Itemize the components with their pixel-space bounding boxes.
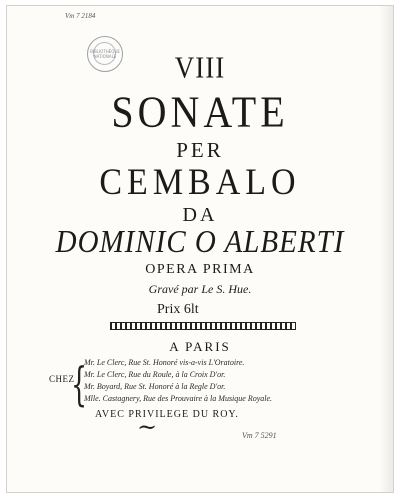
title-page — [6, 5, 394, 493]
opus-label: OPERA PRIMA — [145, 262, 255, 277]
ornamental-rule — [110, 322, 296, 330]
city-label: A PARIS — [169, 339, 231, 354]
dealer-line-3: Mr. Boyard, Rue St. Honoré à la Regle D'or. — [84, 382, 226, 391]
shelfmark-bottom: Vm 7 5291 — [242, 431, 277, 440]
price-label: Prix 6lt — [157, 302, 199, 317]
per-label: PER — [176, 138, 224, 162]
chez-label: CHEZ — [49, 374, 75, 384]
engraver-credit: Gravé par Le S. Hue. — [148, 282, 252, 296]
flourish-accent: ~ — [137, 413, 158, 441]
instrument-title: CEMBALO — [99, 162, 301, 203]
dealer-line-1: Mr. Le Clerc, Rue St. Honoré vis-a-vis L'Oratoire. — [84, 358, 245, 367]
dealer-line-2: Mr. Le Clerc, Rue du Roule, à la Croix D'or. — [84, 370, 226, 379]
sonata-number: VIII — [174, 49, 226, 85]
stamp-text: BIBLIOTHÈQUE NATIONALE — [90, 49, 120, 59]
composer-name: DOMINIC O ALBERTI — [55, 224, 345, 260]
dealer-line-4: Mlle. Castagnery, Rue des Prouvaire à la Musique Royale. — [84, 394, 273, 403]
dealer-brace: { — [71, 357, 88, 411]
da-label: DA — [182, 204, 218, 226]
privilege-label: AVEC PRIVILEGE DU ROY. — [95, 409, 239, 420]
sonata-title: SONATE — [111, 86, 289, 137]
shelfmark-top: Vm 7 2184 — [65, 12, 96, 20]
